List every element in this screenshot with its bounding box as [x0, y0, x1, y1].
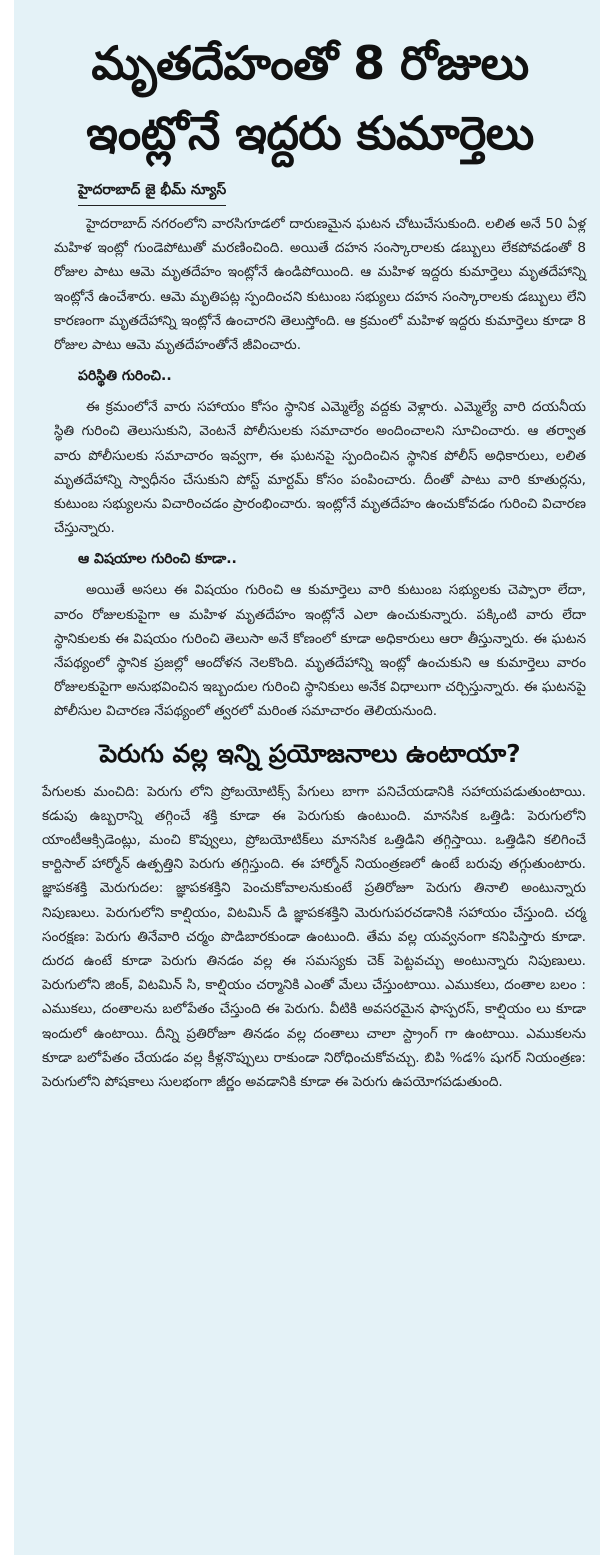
subheading-matters: ఆ విషయాల గురించి కూడా.. [78, 551, 237, 568]
curd-article-headline: పెరుగు వల్ల ఇన్ని ప్రయోజనాలు ఉంటాయా? [99, 738, 521, 768]
subheading-situation: పరిస్థితి గురించి.. [78, 368, 172, 385]
article-paragraph-1: హైదరాబాద్ నగరంలోని వారసిగూడలో దారుణమైన ఘటన చోటుచేసుకుంది. లలిత అనే 50 ఏళ్ల మహిళ ఇంట్లో గుండెపోటుతో మరణించింది. అయితే దహన సంస్కారాలకు డబ్బులు లేకపోవడంతో 8 రోజుల పాటు ఆమె మృతదేహం ఇంట్లోనే ఉండిపోయింది. ఆ మహిళ ఇద్దరు కుమార్తెలు మృతదేహాన్ని ఇంట్లోనే ఉంచేశారు. ఆమె మృతిపట్ల స్పందించని కుటుంబ సభ్యులు దహన సంస్కారాలకు డబ్బులు లేని కారణంగా మృతదేహాన్ని ఇంట్లోనే ఉంచారని తెలుస్తోంది. ఆ క్రమంలో మహిళ ఇద్దరు కుమార్తెలు కూడా 8 రోజుల పాటు ఆమె మృతదేహంతోనే జీవించారు. [54, 216, 586, 354]
article-paragraph-2: ఈ క్రమంలోనే వారు సహాయం కోసం స్థానిక ఎమ్మెల్యే వద్దకు వెళ్లారు. ఎమ్మెల్యే వారి దయనీయ స్థితి గురించి తెలుసుకుని, వెంటనే పోలీసులకు సమాచారం అందించాలని సూచించారు. ఆ తర్వాత వారు పోలీసులకు సమాచారం ఇవ్వగా, ఈ ఘటనపై స్పందించిన స్థానిక పోలీస్ అధికారులు, లలిత మృతదేహాన్ని స్వాధీనం చేసుకుని పోస్ట్ మార్టమ్ కోసం పంపించారు. దీంతో పాటు వారి కూతుర్లను, కుటుంబ సభ్యులను విచారించడం ప్రారంభించారు. ఇంట్లోనే మృతదేహం ఉంచుకోవడం గురించి విచారణ చేస్తున్నారు. [54, 399, 586, 537]
article-headline: మృతదేహంతో 8 రోజులు ఇంట్లోనే ఇద్దరు కుమార్తెలు [86, 36, 534, 160]
article-paragraph-3: అయితే అసలు ఈ విషయం గురించి ఆ కుమార్తెలు వారి కుటుంబ సభ్యులకు చెప్పారా లేదా, వారం రోజులకుపైగా ఆ మహిళ మృతదేహం ఇంట్లోనే ఎలా ఉంచుకున్నారు. పక్కింటి వారు లేదా స్థానికులకు ఈ విషయం గురించి తెలుసా అనే కోణంలో కూడా అధికారులు ఆరా తీస్తున్నారు. ఈ ఘటన నేపథ్యంలో స్థానిక ప్రజల్లో ఆందోళన నెలకొంది. మృతదేహాన్ని ఇంట్లో ఉంచుకుని ఆ కుమార్తెలు వారం రోజులకుపైగా అనుభవించిన ఇబ్బందుల గురించి స్థానికులు అనేక విధాలుగా చర్చిస్తున్నారు. ఈ ఘటనపై పోలీసుల విచారణ నేపథ్యంలో త్వరలో మరింత సమాచారం తెలియనుంది. [54, 582, 586, 720]
curd-article-body: పేగులకు మంచిది: పెరుగు లోని ప్రోబయోటిక్స్ పేగులు బాగా పనిచేయడానికి సహాయపడుతుంటాయి. కడుపు ఉబ్బరాన్ని తగ్గించే శక్తి కూడా ఈ పెరుగుకు ఉంటుంది. మానసిక ఒత్తిడి: పెరుగులోని యాంటీఆక్సిడెంట్లు, మంచి కొవ్వులు, ప్రోబయోటిక్‌లు మానసిక ఒత్తిడిని తగ్గిస్తాయి. ఒత్తిడిని కలిగించే కార్టిసాల్ హార్మోన్ ఉత్పత్తిని పెరుగు తగ్గిస్తుంది. ఈ హార్మోన్ నియంత్రణలో ఉంటే బరువు తగ్గుతుంటారు. జ్ఞాపకశక్తి మెరుగుదల: జ్ఞాపకశక్తిని పెంచుకోవాలనుకుంటే ప్రతిరోజూ పెరుగు తినాలి అంటున్నారు నిపుణులు. పెరుగులోని కాల్షియం, విటమిన్ డి జ్ఞాపకశక్తిని మెరుగుపరచడానికి సహాయం చేస్తుంది. చర్మ సంరక్షణ: పెరుగు తినేవారి చర్మం పొడిబారకుండా ఉంటుంది. తేమ వల్ల యవ్వనంగా కనిపిస్తారు కూడా. దురద ఉంటే కూడా పెరుగు తినడం వల్ల ఈ సమస్యకు చెక్ పెట్టవచ్చు అంటున్నారు నిపుణులు. పెరుగులోని జింక్, విటమిన్ సి, కాల్షియం చర్మానికి ఎంతో మేలు చేస్తుంటాయి. ఎముకలు, దంతాల బలం : ఎముకలు, దంతాలను బలోపేతం చేస్తుంది ఈ పెరుగు. వీటికి అవసరమైన ఫాస్పరస్, కాల్షియం లు కూడా ఇందులో ఉంటాయి. దీన్ని ప్రతిరోజూ తినడం వల్ల దంతాలు చాలా స్ట్రాంగ్ గా ఉంటాయి. ఎముకలను కూడా బలోపేతం చేయడం వల్ల కీళ్లనొప్పులు రాకుండా నిరోధించుకోవచ్చు. బిపి %డ% షుగర్ నియంత్రణ: పెరుగులోని పోషకాలు సులభంగా జీర్ణం అవడానికి కూడా ఈ పెరుగు ఉపయోగపడుతుంది. [42, 783, 586, 1091]
byline: హైదరాబాద్ జై భీమ్ న్యూస్ [78, 182, 226, 206]
article-panel [14, 0, 600, 1555]
